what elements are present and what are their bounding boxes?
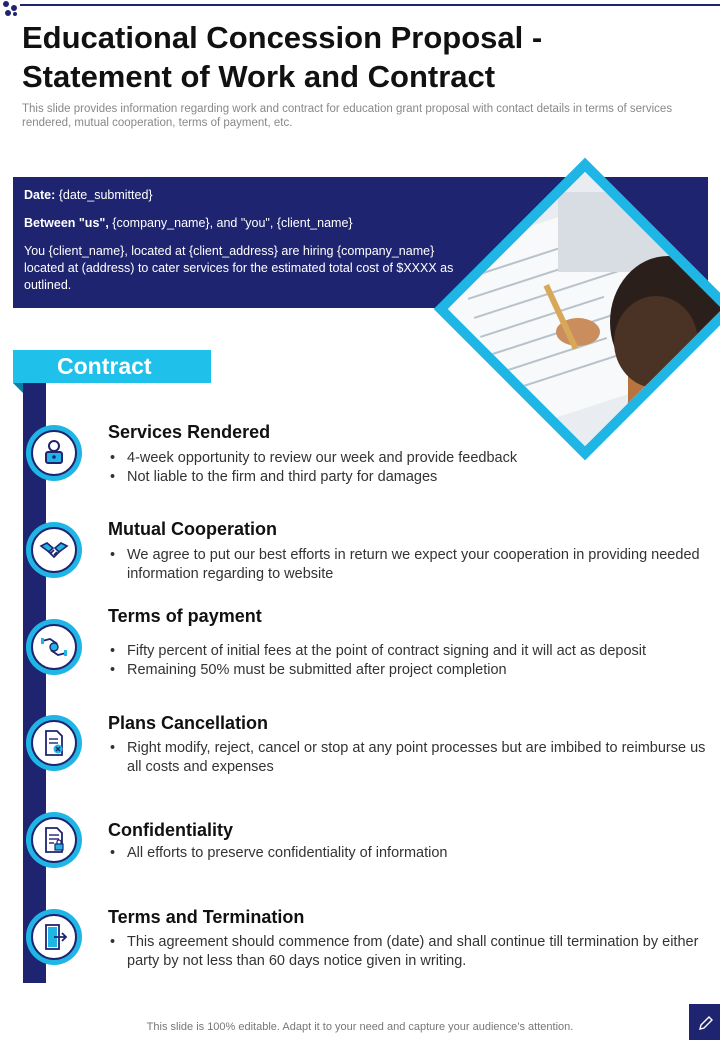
section-mutual-cooperation	[108, 518, 708, 584]
intro-body: You {client_name}, located at {client_address} are hiring {company_name} located at (address) to cater services for the estimated total cost of $XXXX as outlined.	[24, 244, 454, 292]
document-lock-icon	[26, 812, 82, 868]
section-title: Terms and Termination	[108, 907, 305, 927]
date-value: {date_submitted}	[58, 188, 153, 202]
section-title: Mutual Cooperation	[108, 519, 277, 539]
list-item: • All efforts to preserve confidentiality of information	[108, 844, 708, 863]
list-item: • 4-week opportunity to review our week and provide feedback	[108, 449, 708, 468]
logo-dots-icon	[3, 1, 19, 17]
list-item: • This agreement should commence from (date) and shall continue till termination by either party by not less than 60 days notice given in writing.	[108, 933, 708, 971]
contract-heading: Contract	[13, 350, 211, 383]
contract-tab-fold	[13, 383, 23, 393]
section-confidentiality	[108, 819, 708, 863]
section-plans-cancellation	[108, 712, 708, 777]
lock-person-icon	[26, 425, 82, 481]
date-label: Date:	[24, 188, 56, 202]
section-services-rendered	[108, 421, 708, 487]
footer-note: This slide is 100% editable. Adapt it to your need and capture your audience’s attention.	[146, 1021, 574, 1033]
between-label: Between "us",	[24, 216, 109, 230]
document-cancel-icon	[26, 715, 82, 771]
between-value: {company_name}, and "you", {client_name}	[112, 216, 353, 230]
section-title: Services Rendered	[108, 422, 271, 442]
list-item: • Right modify, reject, cancel or stop at any point processes but are imbibed to reimburse us all costs and expenses	[108, 739, 708, 777]
edit-corner-tag[interactable]	[689, 1004, 720, 1040]
section-title: Confidentiality	[108, 820, 233, 840]
page-title: Educational Concession Proposal - Statement of Work and Contract	[22, 20, 543, 94]
list-item: • Remaining 50% must be submitted after project completion	[108, 661, 708, 680]
section-terms-and-termination	[108, 906, 708, 971]
section-title: Plans Cancellation	[108, 713, 269, 733]
page-subtitle: This slide provides information regarding work and contract for education grant proposal with contact details in terms of services rendered, mutual cooperation, terms of payment, etc.	[22, 103, 673, 129]
payment-hands-icon	[26, 619, 82, 675]
handshake-icon	[26, 522, 82, 578]
list-item: • Not liable to the firm and third party for damages	[108, 468, 708, 487]
list-item: • We agree to put our best efforts in return we expect your cooperation in providing needed information regarding to website	[108, 546, 708, 584]
intro-text	[24, 187, 458, 305]
section-terms-of-payment	[108, 605, 708, 680]
top-rule	[20, 4, 720, 6]
list-item: • Fifty percent of initial fees at the point of contract signing and it will act as deposit	[108, 642, 708, 661]
exit-door-icon	[26, 909, 82, 965]
pencil-icon	[697, 1014, 715, 1032]
section-title: Terms of payment	[108, 606, 262, 626]
